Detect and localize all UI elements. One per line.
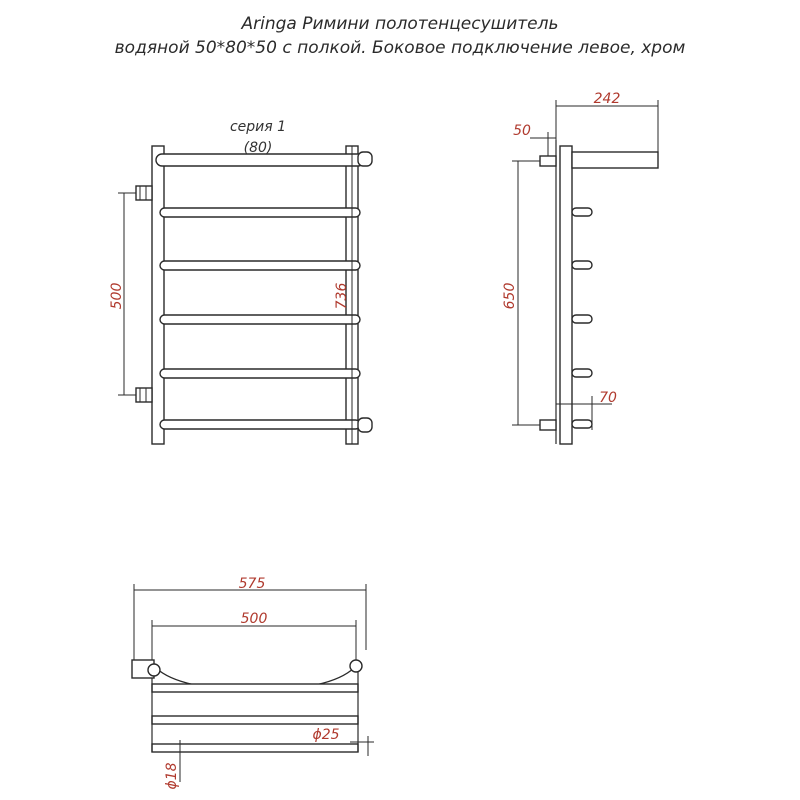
top-bar-2 (152, 716, 358, 724)
rung-3 (160, 315, 360, 324)
rung-2 (160, 261, 360, 270)
dim-pipe-diameter: ϕ18 (164, 762, 180, 790)
rung-4 (160, 369, 360, 378)
left-vertical-pipe (152, 146, 164, 444)
side-vertical-pipe (560, 146, 572, 444)
rung-stub-3 (572, 315, 592, 323)
rung-stub-4 (572, 369, 592, 377)
top-bar-1 (152, 684, 358, 692)
mount-knob-bottom (358, 418, 372, 432)
top-view (132, 576, 374, 790)
top-bar-3 (152, 744, 358, 752)
dim-bar-depth-70: 70 (599, 390, 617, 406)
inlet-fitting-bottom (136, 388, 152, 402)
dim-depth-242: 242 (593, 91, 621, 107)
inlet-fitting-top (136, 186, 152, 200)
dim-height-650: 650 (502, 282, 518, 310)
rung-5 (160, 420, 360, 429)
title-line-1: Aringa Римини полотенцесушитель (241, 14, 559, 34)
title-line-2: водяной 50*80*50 с полкой. Боковое подключение левое, хром (114, 38, 686, 58)
series-label: серия 1 (229, 119, 287, 135)
dim-height-736: 736 (334, 282, 350, 310)
dim-bar-diameter: ϕ25 (312, 727, 340, 743)
top-right-fitting (350, 660, 362, 672)
mount-knob-top (358, 152, 372, 166)
dim-total-width-575: 575 (238, 576, 266, 592)
dim-center-distance-500: 500 (240, 611, 268, 627)
rung-1 (160, 208, 360, 217)
top-left-fitting (148, 664, 160, 676)
wall-flange-bottom (540, 420, 556, 430)
dim-wall-offset-50: 50 (513, 123, 531, 139)
series-size: (80) (243, 140, 273, 156)
rung-stub-5 (572, 420, 592, 428)
front-view (109, 119, 372, 444)
wall-flange-top (540, 156, 556, 166)
rung-stub-2 (572, 261, 592, 269)
rung-stub-1 (572, 208, 592, 216)
shelf-side (572, 152, 658, 168)
side-view (502, 91, 658, 444)
dim-connection-500: 500 (109, 282, 125, 310)
